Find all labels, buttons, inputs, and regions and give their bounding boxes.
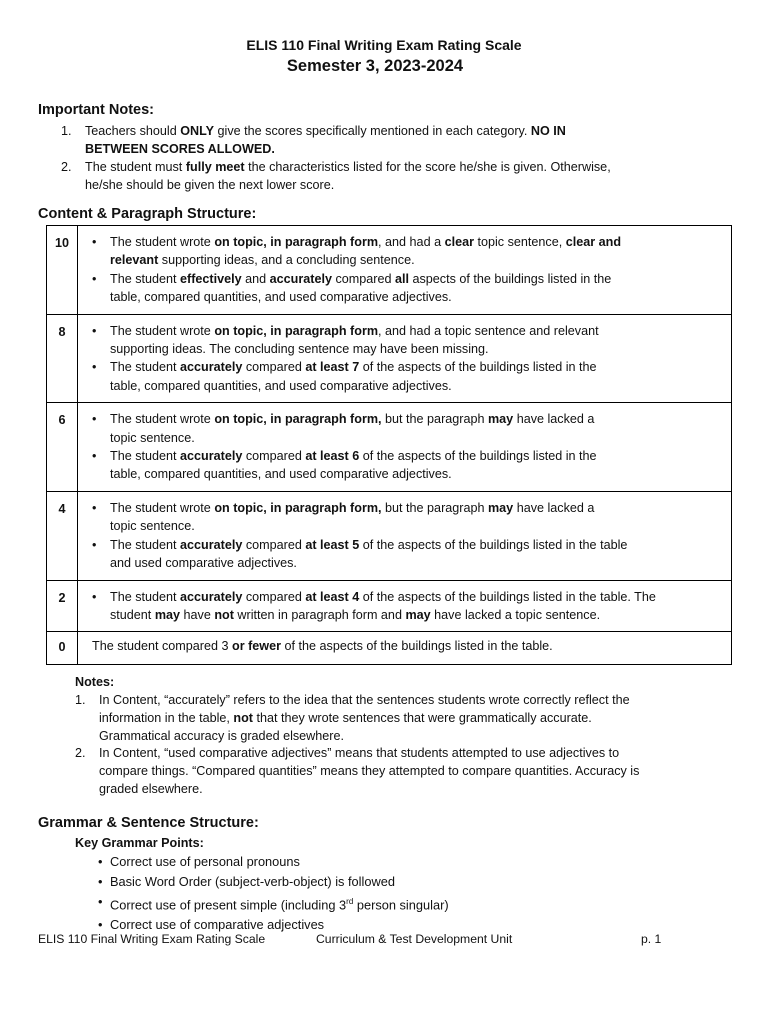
important-note-item: 2. The student must fully meet the characteristics listed for the score he/she is given. Otherwise, he/she should be given the next lower score.	[61, 160, 611, 192]
grammar-point: • Correct use of comparative adjectives	[98, 917, 325, 933]
grammar-point: • Basic Word Order (subject-verb-object) is followed	[98, 874, 395, 889]
rubric-description: • The student wrote on topic, in paragraph form, and had a clear topic sentence, clear and relevant supporting ideas, and a concluding sentence. • The student effectively and accurately compared all aspects of the buildings listed in the table, compared quantities, and used comparative adjectives.	[78, 226, 732, 315]
rubric-row	[47, 403, 732, 492]
content-rubric-table	[46, 225, 732, 665]
rubric-description: • The student wrote on topic, in paragraph form, and had a topic sentence and relevant supporting ideas. The concluding sentence may have been missing. • The student accurately compared at least 7 of the aspects of the buildings listed in the table, compared quantities, and used comparative adjectives.	[78, 314, 732, 403]
footer-page-number: p. 1	[641, 932, 662, 946]
rubric-score: 8	[47, 314, 78, 403]
rubric-row	[47, 314, 732, 403]
rubric-description: The student compared 3 or fewer of the aspects of the buildings listed in the table.	[78, 632, 732, 665]
grammar-point: • Correct use of present simple (including 3rd person singular)	[98, 894, 449, 913]
grammar-point: • Correct use of personal pronouns	[98, 854, 300, 869]
important-notes-heading: Important Notes:	[38, 102, 154, 118]
footer-center: Curriculum & Test Development Unit	[316, 932, 513, 946]
document-title: ELIS 110 Final Writing Exam Rating Scale	[246, 37, 522, 53]
notes-heading: Notes:	[75, 675, 115, 689]
rubric-row	[47, 226, 732, 315]
rubric-description: • The student wrote on topic, in paragraph form, but the paragraph may have lacked a topic sentence. • The student accurately compared at least 5 of the aspects of the buildings listed in the table and used comparative adjectives.	[78, 491, 732, 580]
rubric-score: 4	[47, 491, 78, 580]
rubric-description: • The student wrote on topic, in paragraph form, but the paragraph may have lacked a topic sentence. • The student accurately compared at least 6 of the aspects of the buildings listed in the table, compared quantities, and used comparative adjectives.	[78, 403, 732, 492]
rubric-score: 0	[47, 632, 78, 665]
rubric-row	[47, 580, 732, 632]
important-note-item: 1. Teachers should ONLY give the scores specifically mentioned in each category. NO IN BETWEEN SCORES ALLOWED.	[61, 124, 566, 156]
rubric-score: 2	[47, 580, 78, 632]
grammar-points-list	[98, 852, 449, 935]
rubric-description: • The student accurately compared at least 4 of the aspects of the buildings listed in the table. The student may have not written in paragraph form and may have lacked a topic sentence.	[78, 580, 732, 632]
important-notes-list	[61, 122, 741, 194]
rubric-row	[47, 632, 732, 665]
content-heading: Content & Paragraph Structure:	[38, 206, 257, 222]
key-grammar-points-label: Key Grammar Points:	[75, 836, 204, 850]
note-item: 2. In Content, “used comparative adjectives” means that students attempted to use adjectives to compare things. “Compared quantities” means they attempted to compare quantities. Accuracy is graded elsewhere.	[75, 746, 640, 796]
rubric-score: 10	[47, 226, 78, 315]
rubric-row	[47, 491, 732, 580]
footer-left: ELIS 110 Final Writing Exam Rating Scale	[38, 932, 266, 946]
rubric-score: 6	[47, 403, 78, 492]
notes-list	[75, 692, 735, 799]
note-item: 1. In Content, “accurately” refers to the idea that the sentences students wrote correctly reflect the information in the table, not that they wrote sentences that were grammatically accurate. Grammatical accuracy is graded elsewhere.	[75, 693, 630, 743]
document-subtitle: Semester 3, 2023-2024	[286, 57, 464, 75]
grammar-heading: Grammar & Sentence Structure:	[38, 815, 259, 831]
